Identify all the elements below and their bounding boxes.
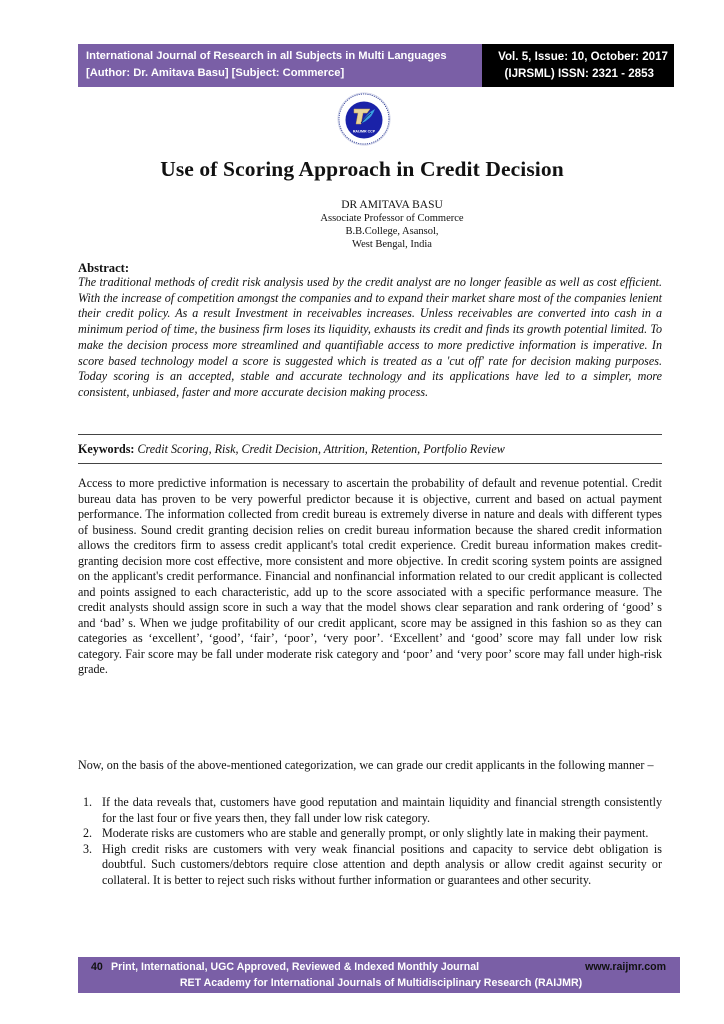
list-number: 3. bbox=[83, 841, 93, 856]
author-block bbox=[0, 198, 724, 251]
website-link[interactable]: www.raijmr.com bbox=[585, 961, 666, 973]
author-location: West Bengal, India bbox=[352, 239, 432, 250]
abstract-heading: Abstract: bbox=[78, 261, 130, 275]
journal-header bbox=[78, 44, 674, 87]
author-name: DR AMITAVA BASU bbox=[341, 199, 443, 211]
body-paragraph-1: Access to more predictive information is necessary to ascertain the probability of default and revenue potential. Credit bureau data has proven to be very powerful predictor because it is objective, current and based on actual payment performance. The information collected from credit bureau is extremely diverse in nature and deals with different types of business. Sound credit granting decision relies on credit bureau information because the shared credit information allows the creditors firm to assess credit applicant's total credit experience. Credit bureau information makes credit-granting decision more cost effective, more consistent and more objective. In credit scoring system points are assigned on the applicant's credit performance. Financial and nonfinancial information related to our credit applicant is collected and points assigned to each characteristic, add up to the score associated with a specific performance measure. The credit analysts should assign score in such a way that the model shows clear separation and rank ordering of ‘good’ s and ‘bad’ s. When we judge profitability of our credit applicant, score may be assigned in this fashion so as they can categories as ‘excellent’, ‘good’, ‘fair’, ‘poor’, ‘very poor’. ‘Excellent’ and ‘good’ score may fall under low risk category. Fair score may be fall under moderate risk category and ‘poor’ and ‘very poor’ score may fall under high-risk grade. bbox=[78, 476, 662, 676]
footer-publisher: RET Academy for International Journals of Multidisciplinary Research (RAIJMR) bbox=[179, 977, 583, 989]
list-item-text: If the data reveals that, customers have good reputation and maintain liquidity and financial strength consistently for the last four or five years then, they fall under low risk category. bbox=[102, 795, 662, 825]
list-number: 1. bbox=[83, 795, 93, 809]
keywords-top-divider bbox=[78, 434, 662, 435]
keywords-line bbox=[78, 442, 505, 457]
page-number: 40 bbox=[91, 961, 103, 973]
list-item bbox=[78, 842, 662, 889]
keywords-list: Credit Scoring, Risk, Credit Decision, Attrition, Retention, Portfolio Review bbox=[137, 442, 505, 456]
list-item bbox=[78, 826, 662, 842]
journal-footer bbox=[78, 957, 680, 993]
raijmr-seal-logo-icon bbox=[337, 92, 391, 146]
author-subject: [Author: Dr. Amitava Basu] [Subject: Commerce] bbox=[86, 67, 345, 79]
list-item-text: High credit risks are customers with very weak financial positions and capacity to service debt obligation is doubtful. Such customers/debtors require close attention and depth analysis or allow credit against security or collateral. It is better to reject such risks without further information or guarantees and other security. bbox=[102, 841, 662, 887]
author-position: Associate Professor of Commerce bbox=[320, 213, 464, 224]
abstract-text: The traditional methods of credit risk analysis used by the credit analyst are no longer feasible as well as cost efficient. With the increase of competition amongst the companies and to expand their market share most of the companies lenient their credit policy. As a result Investment in receivables increases. Unless receivables are converted into cash in a minimum period of time, the business firm loses its liquidity, exhausts its credit and finds its growth potential limited. To make the decision process more streamlined and quantifiable access to more predictive information is imperative. In score based technology model a score is suggested which is treated as a 'cut off' rate for decision making purposes. Today scoring is an accepted, stable and accurate technology and its applications have led to a simpler, more consistent, unbiased, faster and more accurate decision making process. bbox=[78, 275, 662, 399]
paper-title: Use of Scoring Approach in Credit Decision bbox=[160, 157, 564, 181]
body-paragraph-2: Now, on the basis of the above-mentioned categorization, we can grade our credit applicants in the following manner – bbox=[78, 758, 654, 772]
keywords-bottom-divider bbox=[78, 463, 662, 464]
keywords-label: Keywords: bbox=[78, 442, 135, 456]
risk-grade-list bbox=[78, 795, 662, 888]
logo-label: RAIJMR CCP bbox=[352, 129, 376, 134]
volume-issue: Vol. 5, Issue: 10, October: 2017 bbox=[498, 50, 668, 63]
footer-journal-info: Print, International, UGC Approved, Reviewed & Indexed Monthly Journal bbox=[111, 961, 480, 973]
header-left-bar bbox=[78, 44, 482, 87]
header-right-box bbox=[482, 44, 674, 87]
list-item bbox=[78, 795, 662, 826]
list-item-text: Moderate risks are customers who are stable and generally prompt, or only slightly late in making their payment. bbox=[102, 826, 649, 840]
issn: (IJRSML) ISSN: 2321 - 2853 bbox=[504, 67, 654, 80]
author-institution: B.B.College, Asansol, bbox=[345, 226, 439, 237]
list-number: 2. bbox=[83, 826, 93, 840]
journal-title: International Journal of Research in all Subjects in Multi Languages bbox=[86, 50, 447, 62]
